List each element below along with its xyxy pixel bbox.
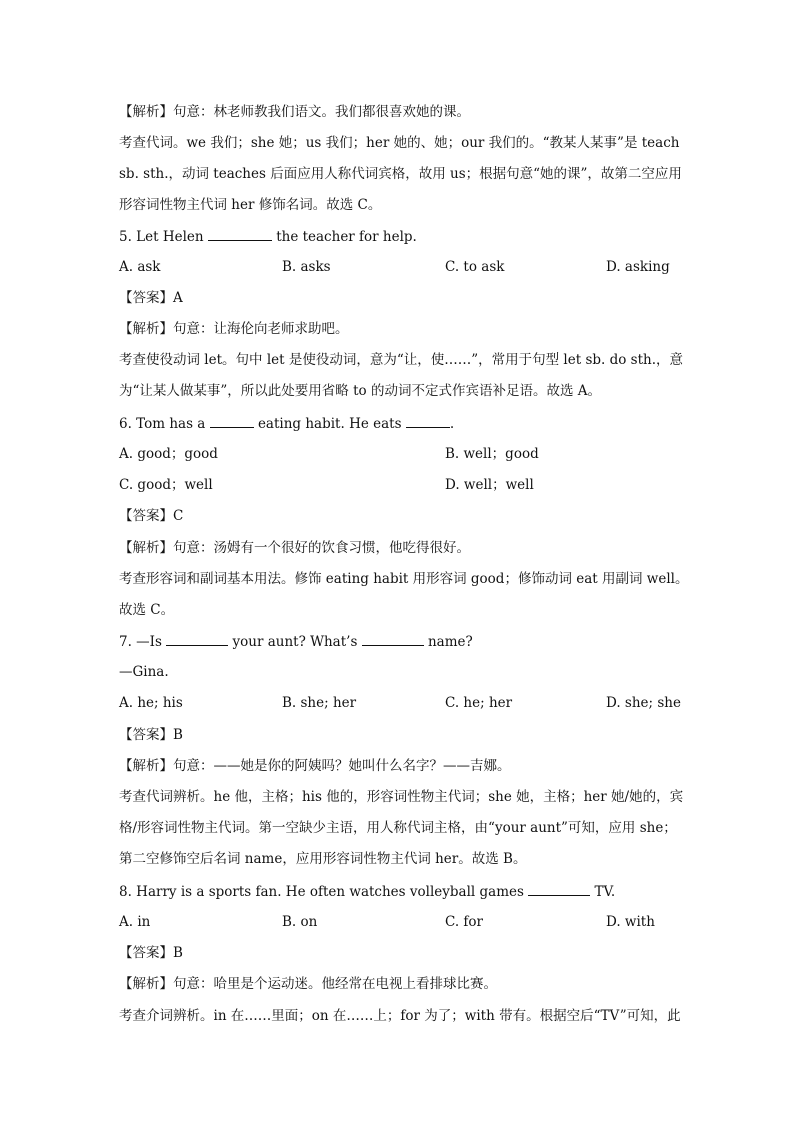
q6-explanation-line: 考查形容词和副词基本用法。修饰 eating habit 用形容词 good；修饰动词 eat 用副词 well。: [119, 571, 689, 587]
q6-stem: 6. Tom has a eating habit. He eats .: [119, 416, 455, 432]
option-a: A. ask: [119, 259, 161, 275]
q8-options: [119, 913, 679, 931]
q5-analysis: 【解析】句意：让海伦向老师求助吧。: [119, 321, 349, 337]
option-b: B. asks: [282, 259, 331, 275]
q6-analysis: 【解析】句意：汤姆有一个很好的饮食习惯，他吃得很好。: [119, 540, 470, 556]
q6-options-row-1: [119, 445, 679, 463]
answer-blank: [406, 414, 450, 428]
q6-answer: 【答案】C: [119, 508, 184, 524]
q6-explanation-line: 故选 C。: [119, 602, 175, 618]
q8-analysis: 【解析】句意：哈里是个运动迷。他经常在电视上看排球比赛。: [119, 976, 497, 992]
q7-reply: —Gina.: [119, 664, 169, 680]
option-c: C. for: [445, 914, 484, 930]
option-d: D. with: [606, 914, 655, 930]
option-d: D. she; she: [606, 695, 681, 711]
option-a: A. good；good: [119, 446, 218, 462]
q7-explanation-line: 格/形容词性物主代词。第一空缺少主语，用人称代词主格，由“your aunt”可知，应用 she；: [119, 820, 677, 836]
q8-answer: 【答案】B: [119, 945, 183, 961]
q7-explanation-line: 第二空修饰空后名词 name，应用形容词性物主代词 her。故选 B。: [119, 851, 527, 867]
q4-explanation-line: 形容词性物主代词 her 修饰名词。故选 C。: [119, 197, 382, 213]
q6-options-row-2: [119, 476, 679, 494]
option-d: D. asking: [606, 259, 670, 275]
answer-blank: [528, 882, 590, 896]
answer-blank: [362, 632, 424, 646]
q4-explanation-line: sb. sth.，动词 teaches 后面应用人称代词宾格，故用 us；根据句意“她的课”，故第二空应用: [119, 166, 682, 182]
q5-stem: 5. Let Helen the teacher for help.: [119, 229, 417, 245]
answer-blank: [166, 632, 228, 646]
option-b: B. she; her: [282, 695, 357, 711]
q7-stem: 7. —Is your aunt? What’s name?: [119, 634, 473, 650]
option-c: C. he; her: [445, 695, 513, 711]
q7-answer: 【答案】B: [119, 727, 183, 743]
q8-stem: 8. Harry is a sports fan. He often watches volleyball games TV.: [119, 884, 616, 900]
q7-explanation-line: 考查代词辨析。he 他，主格；his 他的，形容词性物主代词；she 她，主格；her 她/她的，宾: [119, 789, 684, 805]
option-c: C. to ask: [445, 259, 505, 275]
q5-explanation-line: 为“让某人做某事”，所以此处要用省略 to 的动词不定式作宾语补足语。故选 A。: [119, 383, 601, 399]
q5-answer: 【答案】A: [119, 290, 183, 306]
option-b: B. well；good: [445, 446, 539, 462]
option-b: B. on: [282, 914, 318, 930]
option-d: D. well；well: [445, 477, 534, 493]
q5-explanation-line: 考查使役动词 let。句中 let 是使役动词，意为“让，使……”，常用于句型 let sb. do sth.，意: [119, 352, 684, 368]
q4-analysis: 【解析】句意：林老师教我们语文。我们都很喜欢她的课。: [119, 104, 470, 120]
q4-explanation-line: 考查代词。we 我们；she 她；us 我们；her 她的、她；our 我们的。“教某人某事”是 teach: [119, 135, 680, 151]
q7-options: [119, 694, 679, 712]
answer-blank: [208, 227, 272, 241]
q7-analysis: 【解析】句意：——她是你的阿姨吗？她叫什么名字？——吉娜。: [119, 758, 511, 774]
q8-explanation-line: 考查介词辨析。in 在……里面；on 在……上；for 为了；with 带有。根据空后“TV”可知，此: [119, 1008, 681, 1024]
q5-options: [119, 258, 679, 276]
option-a: A. he; his: [119, 695, 183, 711]
option-c: C. good；well: [119, 477, 213, 493]
answer-blank: [210, 414, 254, 428]
option-a: A. in: [119, 914, 151, 930]
